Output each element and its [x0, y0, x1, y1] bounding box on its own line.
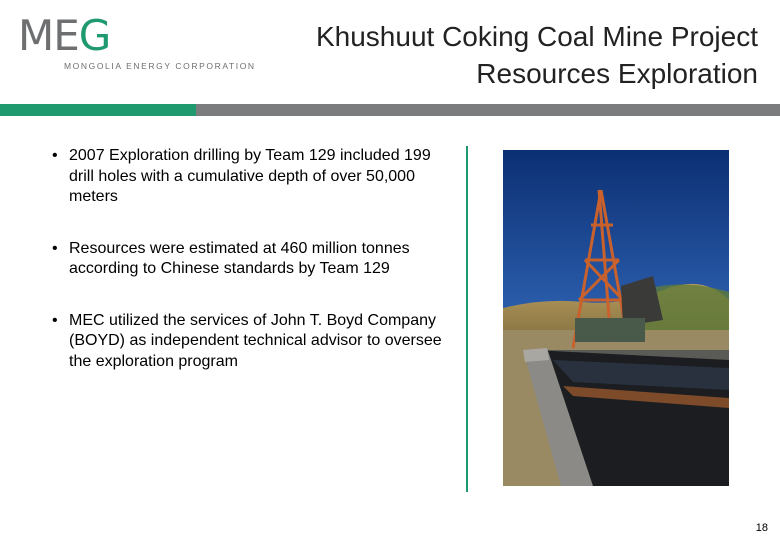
bullet-list	[50, 146, 450, 403]
bullet-marker: •	[52, 147, 58, 164]
bullet-text: 2007 Exploration drilling by Team 129 included 199 drill holes with a cumulative depth of over 50,000 meters	[69, 147, 431, 205]
bullet-item	[50, 239, 450, 280]
header-bar-green	[0, 104, 196, 116]
vertical-divider	[466, 146, 468, 492]
mec-logo	[18, 11, 258, 74]
bullet-item	[50, 311, 450, 373]
slide-title-line1: Khushuut Coking Coal Mine Project	[315, 21, 758, 52]
bullet-marker: •	[52, 311, 58, 329]
slide-title-line2: Resources Exploration	[476, 58, 758, 89]
bullet-marker: •	[52, 239, 58, 257]
drilling-rig-photo	[503, 150, 729, 486]
logo-subtitle: MONGOLIA ENERGY CORPORATION	[64, 61, 256, 71]
bullet-item	[50, 146, 450, 208]
bullet-text: MEC utilized the services of John T. Boyd Company (BOYD) as independent technical advisor to oversee the exploration program	[69, 311, 442, 370]
slide-title	[316, 18, 758, 92]
header-bar-gray	[196, 104, 780, 116]
page-number: 18	[755, 522, 768, 534]
logo-mark-accent: G	[78, 11, 111, 60]
logo-mark	[18, 11, 111, 60]
drilling-rig-illustration	[503, 150, 729, 486]
bullet-text: Resources were estimated at 460 million tonnes according to Chinese standards by Team 129	[69, 239, 410, 277]
logo-mark-main: ME	[18, 11, 79, 60]
